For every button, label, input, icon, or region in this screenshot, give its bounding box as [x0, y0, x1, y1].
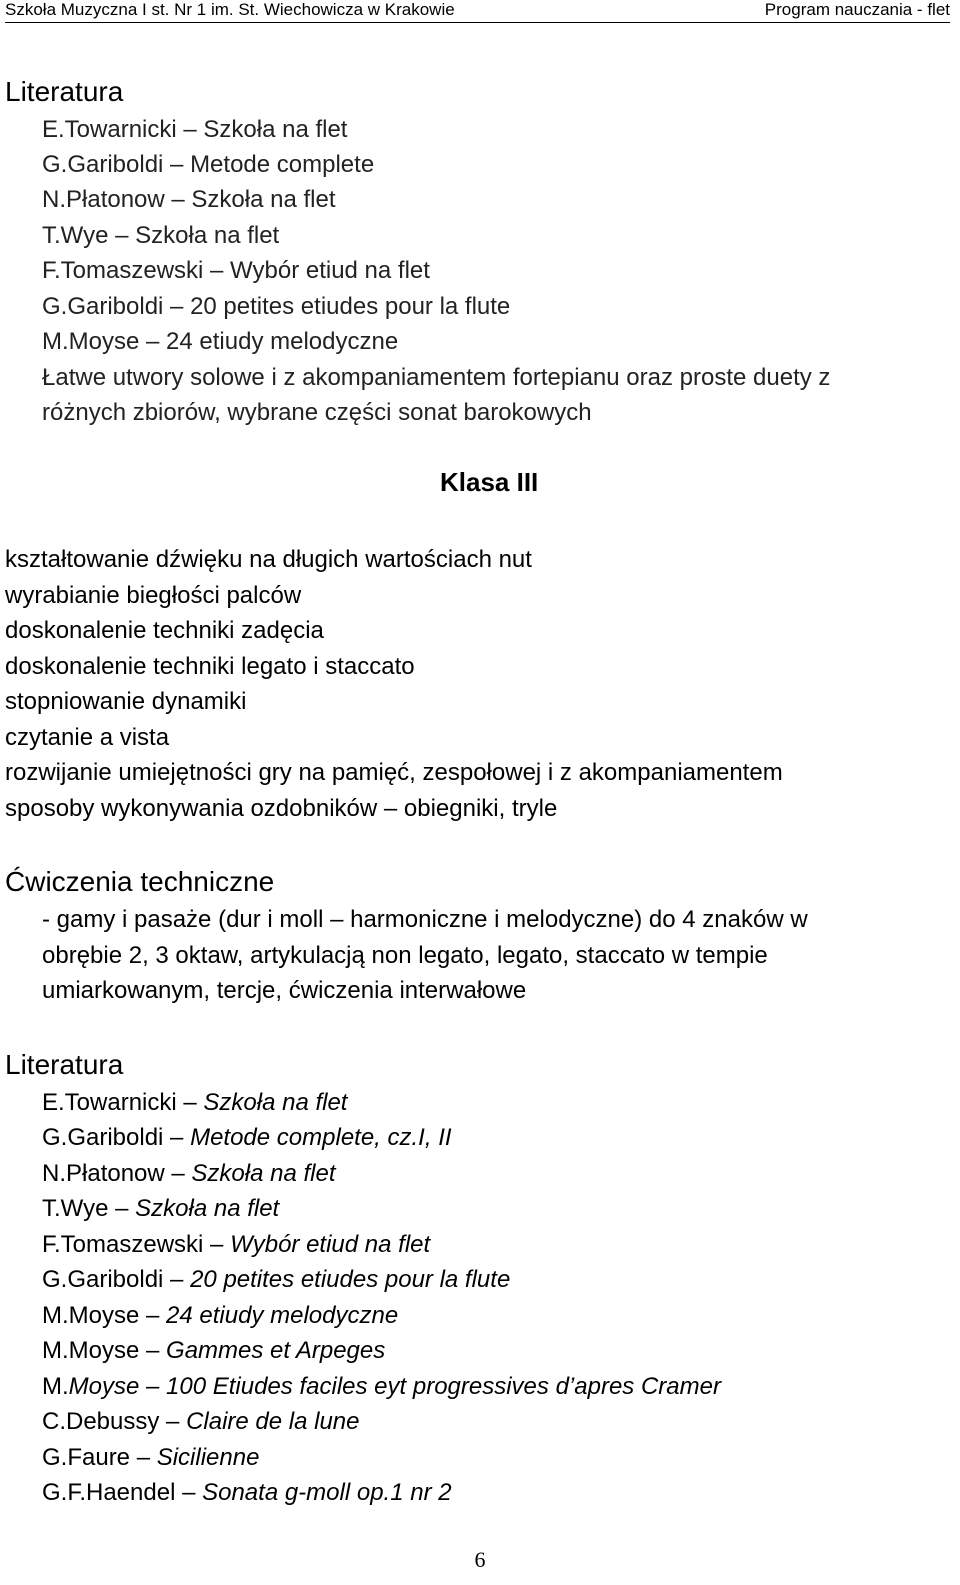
- literature-title: Claire de la lune: [186, 1408, 360, 1435]
- literature-author: F.Tomaszewski –: [42, 1231, 231, 1258]
- exercise-text: - gamy i pasaże (dur i moll – harmoniczne i melodyczne) do 4 znaków w: [42, 906, 808, 933]
- literature-author: M.Moyse –: [42, 1302, 167, 1329]
- goal-item: doskonalenie techniki legato i staccato: [5, 653, 415, 680]
- header-program-title: Program nauczania - flet: [764, 0, 950, 19]
- literature-entry: [42, 1160, 336, 1188]
- literature-author: E.Towarnicki –: [42, 1089, 204, 1116]
- literature-entry: [42, 1302, 398, 1330]
- literature-title: Gammes et Arpeges: [166, 1337, 386, 1364]
- literature-author: M.: [42, 1373, 69, 1400]
- literature-author: T.Wye –: [42, 1195, 136, 1222]
- literature-title: Szkoła na flet: [135, 1195, 280, 1222]
- literature-title: Szkoła na flet: [203, 1089, 348, 1116]
- goal-item: kształtowanie dźwięku na długich wartościach nut: [5, 546, 532, 573]
- literature-title: Sonata g-moll op.1 nr 2: [202, 1479, 452, 1506]
- literature-note: Łatwe utwory solowe i z akompaniamentem fortepianu oraz proste duety z: [42, 364, 831, 391]
- literature-item: F.Tomaszewski – Wybór etiud na flet: [42, 257, 430, 284]
- literature-author: G.Gariboldi –: [42, 1124, 191, 1151]
- goal-item: stopniowanie dynamiki: [5, 688, 247, 715]
- literature-item: T.Wye – Szkoła na flet: [42, 222, 280, 249]
- literature-title: 20 petites etiudes pour la flute: [190, 1266, 511, 1293]
- literature-item: G.Gariboldi – 20 petites etiudes pour la flute: [42, 293, 511, 320]
- literature-entry: [42, 1444, 259, 1472]
- literature-title: Szkoła na flet: [191, 1160, 336, 1187]
- literature-entry: [42, 1337, 385, 1365]
- literature-author: G.Gariboldi –: [42, 1266, 191, 1293]
- literature-entry: [42, 1231, 430, 1259]
- literature-entry: [42, 1266, 510, 1294]
- literature-author: G.Faure –: [42, 1444, 157, 1471]
- literature-entry: [42, 1373, 721, 1401]
- literature-entry: [42, 1408, 360, 1436]
- literature-author: M.Moyse –: [42, 1337, 167, 1364]
- page-header: [5, 0, 950, 23]
- literature-title: Wybór etiud na flet: [230, 1231, 431, 1258]
- section-heading-literatura: Literatura: [5, 76, 124, 107]
- goal-item: sposoby wykonywania ozdobników – obiegniki, tryle: [5, 795, 558, 822]
- literature-entry: [42, 1124, 452, 1152]
- literature-entry: [42, 1089, 347, 1117]
- literature-item: G.Gariboldi – Metode complete: [42, 151, 375, 178]
- literature-title: Moyse – 100 Etiudes faciles eyt progressives d’apres Cramer: [68, 1373, 721, 1400]
- literature-entry: [42, 1479, 452, 1507]
- literature-title: Metode complete, cz.I, II: [190, 1124, 452, 1151]
- literature-note: różnych zbiorów, wybrane części sonat barokowych: [42, 399, 592, 426]
- literature-title: Sicilienne: [156, 1444, 260, 1471]
- goal-item: wyrabianie biegłości palców: [5, 582, 302, 609]
- literature-title: 24 etiudy melodyczne: [166, 1302, 399, 1329]
- section-heading-literatura-2: Literatura: [5, 1049, 124, 1080]
- literature-author: C.Debussy –: [42, 1408, 187, 1435]
- goal-item: czytanie a vista: [5, 724, 170, 751]
- literature-author: N.Płatonow –: [42, 1160, 192, 1187]
- goal-item: doskonalenie techniki zadęcia: [5, 617, 324, 644]
- literature-item: M.Moyse – 24 etiudy melodyczne: [42, 328, 399, 355]
- literature-item: E.Towarnicki – Szkoła na flet: [42, 116, 348, 143]
- literature-author: G.F.Haendel –: [42, 1479, 203, 1506]
- exercise-text: umiarkowanym, tercje, ćwiczenia interwałowe: [42, 977, 527, 1004]
- section-heading-exercises: Ćwiczenia techniczne: [5, 866, 275, 897]
- exercise-text: obrębie 2, 3 oktaw, artykulacją non legato, legato, staccato w tempie: [42, 942, 768, 969]
- goal-item: rozwijanie umiejętności gry na pamięć, zespołowej i z akompaniamentem: [5, 759, 783, 786]
- class-title: Klasa III: [440, 467, 539, 497]
- literature-entry: [42, 1195, 279, 1223]
- header-school-name: Szkoła Muzyczna I st. Nr 1 im. St. Wiechowicza w Krakowie: [5, 0, 455, 19]
- page-number: 6: [474, 1547, 486, 1572]
- literature-item: N.Płatonow – Szkoła na flet: [42, 186, 336, 213]
